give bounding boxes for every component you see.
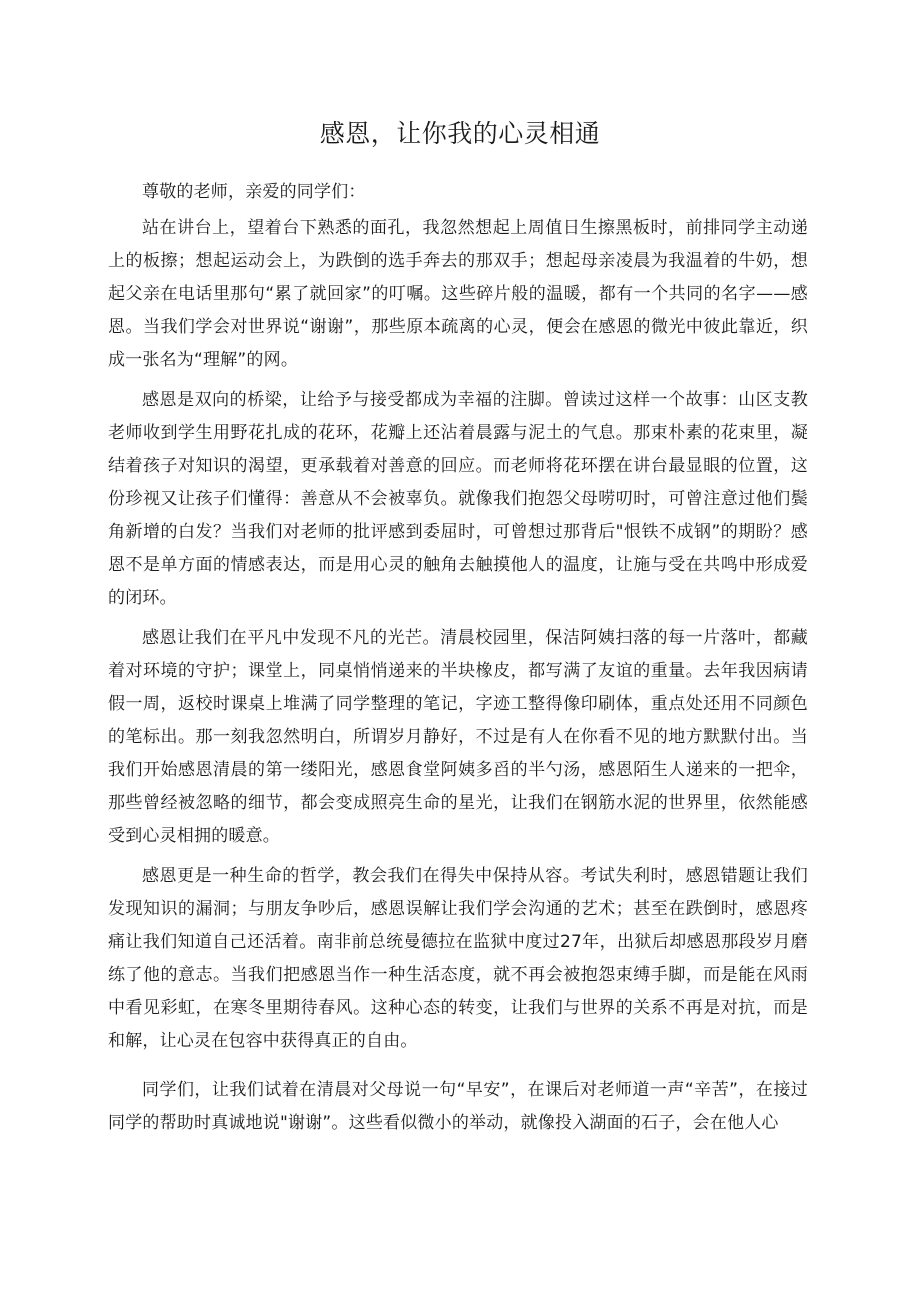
salutation: 尊敬的老师，亲爱的同学们： — [142, 182, 366, 202]
paragraph: 感恩让我们在平凡中发现不凡的光芒。清晨校园里，保洁阿姨扫落的每一片落叶，都藏着对环境的守护；课堂上，同桌悄悄递来的半块橡皮，都写满了友谊的重量。去年我因病请假一周，返校时课桌上堆满了同学整理的笔记，字迹工整得像印刷体，重点处还用不同颜色的笔标出。那一刻我忽然明白，所谓岁月静好，不过是有人在你看不见的地方默默付出。当我们开始感恩清晨的第一缕阳光，感恩食堂阿姨多舀的半勺汤，感恩陌生人递来的一把伞，那些曾经被忽略的细节，都会变成照亮生命的星光，让我们在钢筋水泥的世界里，依然能感受到心灵相拥的暖意。 — [108, 628, 808, 846]
paragraph: 同学们，让我们试着在清晨对父母说一句“早安”，在课后对老师道一声“辛苦”，在接过同学的帮助时真诚地说"谢谢”。这些看似微小的举动，就像投入湖面的石子，会在他人心 — [108, 1080, 808, 1133]
paragraph: 感恩是双向的桥梁，让给予与接受都成为幸福的注脚。曾读过这样一个故事：山区支教老师收到学生用野花扎成的花环，花瓣上还沾着晨露与泥土的气息。那束朴素的花束里，凝结着孩子对知识的渴望，更承载着对善意的回应。而老师将花环摆在讲台最显眼的位置，这份珍视又让孩子们懂得：善意从不会被辜负。就像我们抱怨父母唠叨时，可曾注意过他们鬓角新增的白发？当我们对老师的批评感到委屈时，可曾想过那背后"恨铁不成钢”的期盼？感恩不是单方面的情感表达，而是用心灵的触角去触摸他人的温度，让施与受在共鸣中形成爱的闭环。 — [108, 390, 808, 608]
document-title: 感恩，让你我的心灵相通 — [319, 119, 601, 148]
document-body — [108, 176, 808, 1147]
paragraph: 站在讲台上，望着台下熟悉的面孔，我忽然想起上周值日生擦黑板时，前排同学主动递上的板擦；想起运动会上，为跌倒的选手奔去的那双手；想起母亲凌晨为我温着的牛奶，想起父亲在电话里那句“累了就回家”的叮嘱。这些碎片般的温暖，都有一个共同的名字——感恩。当我们学会对世界说“谢谢”，那些原本疏离的心灵，便会在感恩的微光中彼此靠近，织成一张名为“理解”的网。 — [108, 218, 808, 370]
paragraph: 感恩更是一种生命的哲学，教会我们在得失中保持从容。考试失利时，感恩错题让我们发现知识的漏洞；与朋友争吵后，感恩误解让我们学会沟通的艺术；甚至在跌倒时，感恩疼痛让我们知道自己还活着。南非前总统曼德拉在监狱中度过27年，出狱后却感恩那段岁月磨练了他的意志。当我们把感恩当作一种生活态度，就不再会被抱怨束缚手脚，而是能在风雨中看见彩虹，在寒冬里期待春风。这种心态的转变，让我们与世界的关系不再是对抗，而是和解，让心灵在包容中获得真正的自由。 — [108, 866, 808, 1051]
